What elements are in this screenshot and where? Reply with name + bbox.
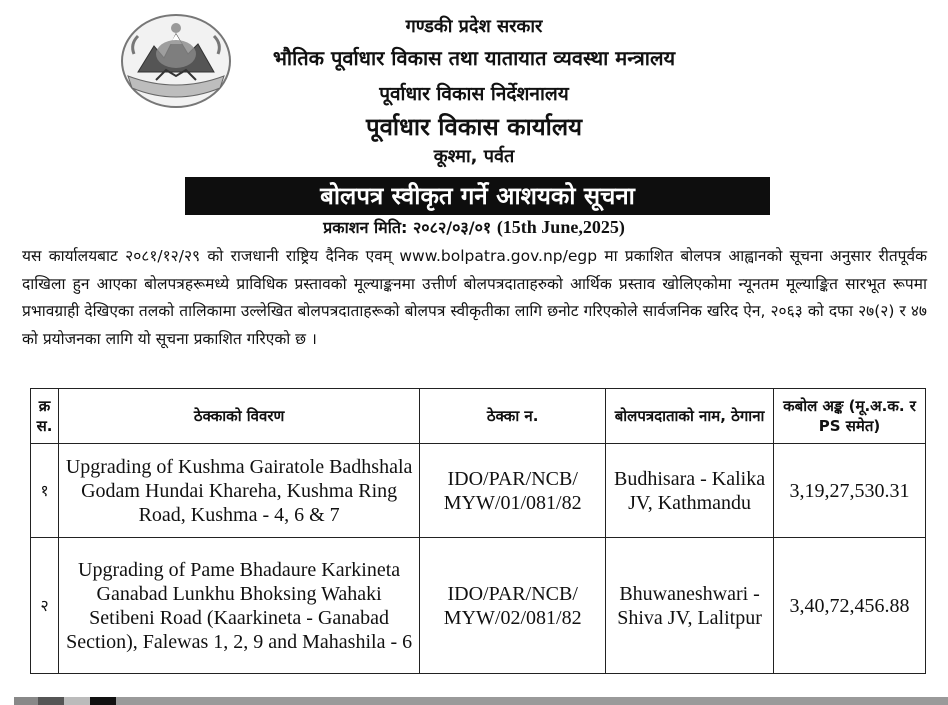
column-header-bidder: बोलपत्रदाताको नाम, ठेगाना [606,389,774,444]
publish-date [0,216,948,238]
row-amount: 3,19,27,530.31 [774,444,926,538]
row-description: Upgrading of Pame Bhadaure Karkineta Ganabad Lunkhu Bhoksing Wahaki Setibeni Road (Kaarkineta - Ganabad Section), Falewas 1, 2, 9 and Mahashila - 6 [58,538,419,674]
row-bidder: Bhuwaneshwari - Shiva JV, Lalitpur [606,538,774,674]
province-government-heading: गण्डकी प्रदेश सरकार [405,16,543,37]
table-header-row [31,389,926,444]
row-amount: 3,40,72,456.88 [774,538,926,674]
notice-title-banner: बोलपत्र स्वीकृत गर्ने आशयको सूचना [185,177,770,215]
table-row [31,538,926,674]
publish-date-english: (15th June,2025) [496,217,625,237]
table-row [31,444,926,538]
ministry-heading: भौतिक पूर्वाधार विकास तथा यातायात व्यवस्था मन्त्रालय [272,46,676,70]
directorate-heading: पूर्वाधार विकास निर्देशनालय [379,83,569,105]
column-header-sn: क्र स. [31,389,59,444]
column-header-amount: कबोल अङ्क (मू.अ.क. र PS समेत) [774,389,926,444]
row-sn: २ [31,538,59,674]
row-contract-no: IDO/PAR/NCB/ MYW/01/081/82 [420,444,606,538]
column-header-contract-no: ठेक्का न. [420,389,606,444]
awarded-contracts-table [30,388,926,674]
bottom-decorative-bar [14,697,948,705]
column-header-description: ठेक्काको विवरण [58,389,419,444]
row-sn: १ [31,444,59,538]
row-description: Upgrading of Kushma Gairatole Badhshala Godam Hundai Khareha, Kushma Ring Road, Kushma - 4, 6 & 7 [58,444,419,538]
publish-date-label: प्रकाशन मिति: २०८२/०३/०१ [323,218,492,237]
row-contract-no: IDO/PAR/NCB/ MYW/02/081/82 [420,538,606,674]
row-bidder: Budhisara - Kalika JV, Kathmandu [606,444,774,538]
notice-body-paragraph: यस कार्यालयबाट २०८१/१२/२९ को राजधानी राष्ट्रिय दैनिक एवम् www.bolpatra.gov.np/egp मा प्रकाशित बोलपत्र आह्वानको सूचना अनुसार रीतपूर्वक दाखिला हुन आएका बोलपत्रहरूमध्ये प्राविधिक प्रस्तावको मूल्याङ्कनमा उत्तीर्ण बोलपत्रदाताहरुको आर्थिक प्रस्ताव खोलिएकोमा न्यूनतम मूल्याङ्कित सारभूत रूपमा प्रभावग्राही देखिएका तलको तालिकामा उल्लेखित बोलपत्रदाताहरूको बोलपत्र स्वीकृतीका लागि छनोट गरिएकोले सार्वजनिक खरिद ऐन, २०६३ को दफा २७(२) र ४७ को प्रयोजनका लागि यो सूचना प्रकाशित गरिएको छ । [22,247,927,348]
office-heading: पूर्वाधार विकास कार्यालय [365,113,583,141]
office-location: कूश्मा, पर्वत [433,146,515,167]
